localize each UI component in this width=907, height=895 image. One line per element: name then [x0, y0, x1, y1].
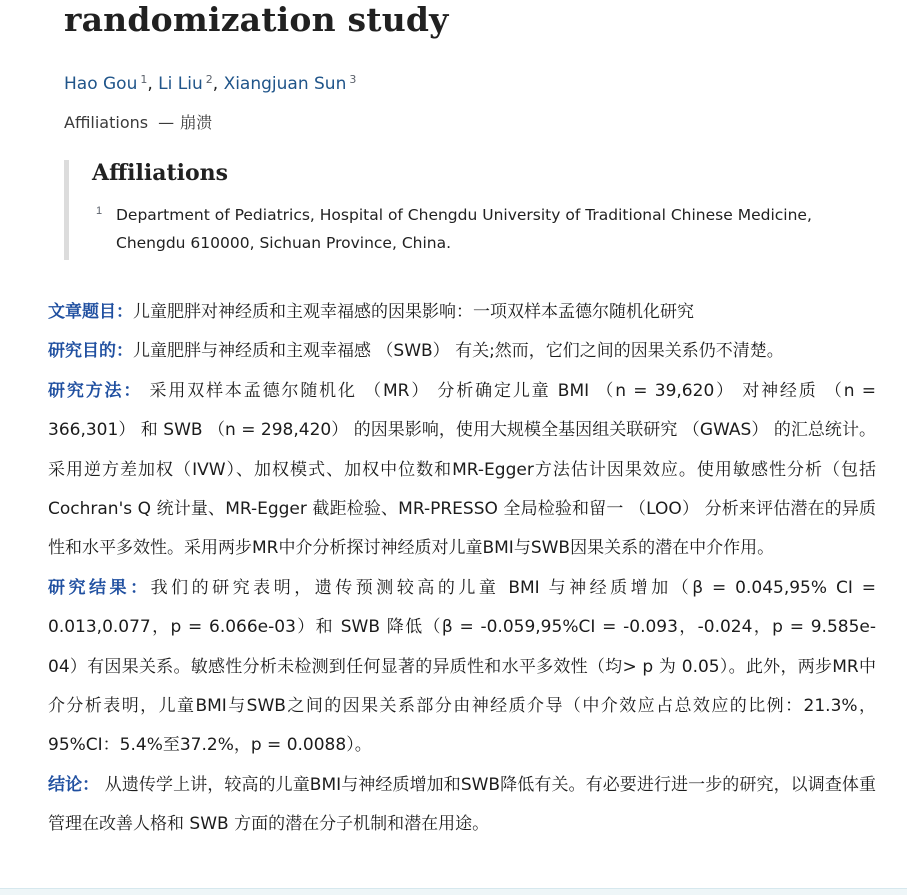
minus-icon: —: [158, 113, 175, 132]
summary-label: 结论：: [48, 774, 100, 795]
summary-label: 研究结果：: [48, 577, 151, 598]
author-separator: ,: [147, 74, 159, 94]
summary-text: 从遗传学上讲，较高的儿童BMI与神经质增加和SWB降低有关。有必要进行进一步的研究，以调查体重管理在改善人格和 SWB 方面的潜在分子机制和潜在用途。: [48, 774, 876, 835]
summary-methods-paragraph: [48, 372, 876, 569]
affiliation-number: 1: [96, 205, 103, 217]
author-list: [64, 66, 356, 98]
summary-results-paragraph: [48, 569, 876, 766]
affiliations-panel: [64, 160, 884, 260]
summary-text: 儿童肥胖对神经质和主观幸福感的因果影响：一项双样本孟德尔随机化研究: [133, 302, 694, 322]
summary-label: 研究方法：: [48, 380, 143, 401]
summary-label: 文章题目：: [48, 302, 133, 322]
affiliations-toggle-button[interactable]: [64, 109, 212, 137]
article-title: randomization study: [64, 0, 449, 39]
chinese-summary: [48, 293, 876, 845]
author-link[interactable]: Li Liu: [158, 74, 203, 94]
affiliations-heading: Affiliations: [92, 160, 229, 186]
summary-objective-paragraph: [48, 332, 876, 371]
summary-text: 儿童肥胖与神经质和主观幸福感 （SWB） 有关;然而，它们之间的因果关系仍不清楚。: [133, 341, 784, 362]
summary-text: 采用双样本孟德尔随机化 （MR） 分析确定儿童 BMI （n = 39,620） 对神经质 （n = 366,301） 和 SWB （n = 298,420） 的因果影响，使用大规模全基因组关联研究 （GWAS） 的汇总统计。采用逆方差加权（IVW）、加权模式、加权中位数和MR-Egger方法估计因果效应。使用敏感性分析（包括 Cochran's Q 统计量、MR-Egger 截距检验、MR-PRESSO 全局检验和留一 （LOO） 分析来评估潜在的异质性和水平多效性。采用两步MR中介分析探讨神经质对儿童BMI与SWB因果关系的潜在中介作用。: [48, 380, 876, 559]
affiliation-text: Department of Pediatrics, Hospital of Chengdu University of Traditional Chinese Medicine, Chengdu 610000, Sichuan Province, China.: [116, 206, 812, 252]
author-link[interactable]: Hao Gou: [64, 74, 138, 94]
affiliations-toggle-label: Affiliations: [64, 113, 149, 132]
author-affiliation-number[interactable]: 3: [349, 73, 357, 86]
author-affiliation-number[interactable]: 1: [140, 73, 148, 86]
collapse-label: 崩溃: [180, 113, 213, 132]
author-link[interactable]: Xiangjuan Sun: [223, 74, 347, 94]
summary-title-paragraph: [48, 293, 876, 332]
author-affiliation-number[interactable]: 2: [205, 73, 213, 86]
summary-text: 我们的研究表明，遗传预测较高的儿童 BMI 与神经质增加（β = 0.045,95% CI = 0.013,0.077，p = 6.066e-03）和 SWB 降低（β = -0.059,95%CI = -0.093，-0.024，p = 9.585e-04）有因果关系。敏感性分析未检测到任何显著的异质性和水平多效性（均> p 为 0.05）。此外，两步MR中介分析表明，儿童BMI与SWB之间的因果关系部分由神经质介导（中介效应占总效应的比例：21.3%，95%CI：5.4%至37.2%，p = 0.0088）。: [48, 577, 876, 756]
summary-label: 研究目的：: [48, 341, 133, 362]
author-separator: ,: [212, 74, 224, 94]
summary-conclusion-paragraph: [48, 766, 876, 845]
